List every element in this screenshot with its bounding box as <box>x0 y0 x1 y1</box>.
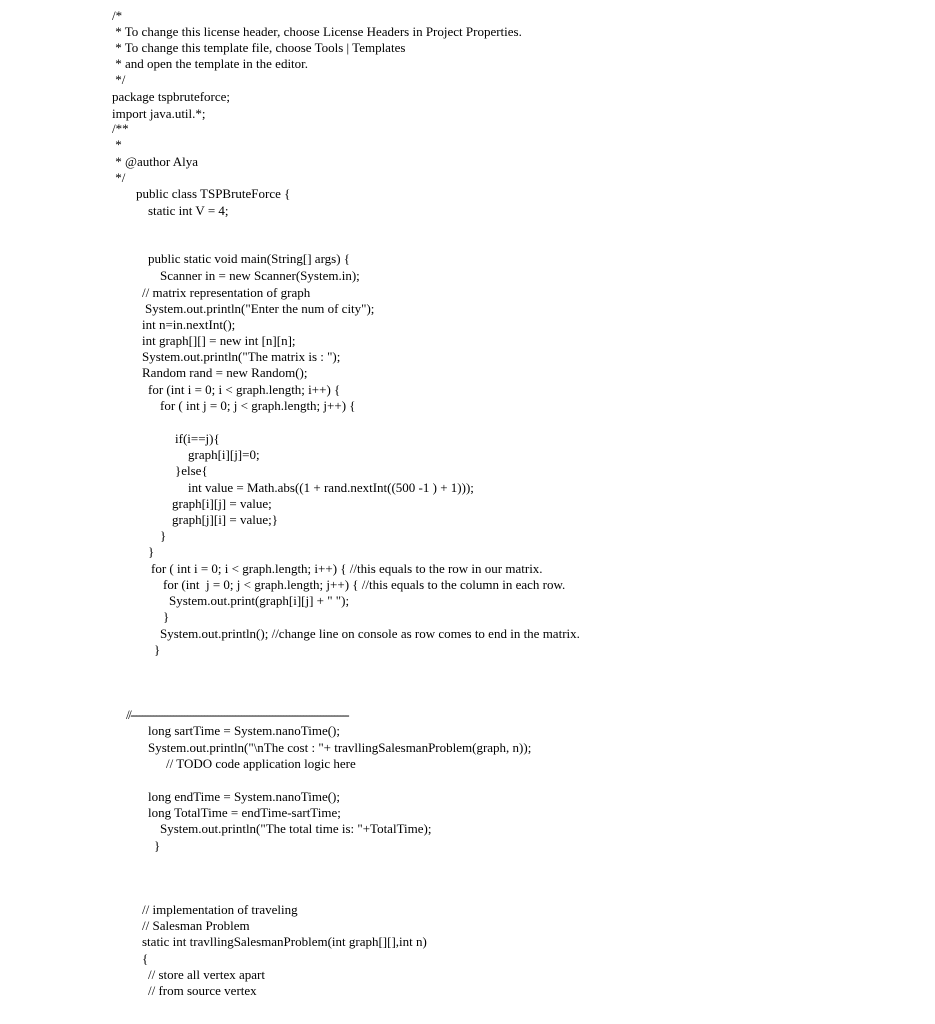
code-line: // store all vertex apart <box>148 967 265 982</box>
code-line: System.out.println("\nThe cost : "+ travllingSalesmanProblem(graph, n)); <box>148 740 532 755</box>
code-line: int graph[][] = new int [n][n]; <box>142 333 296 348</box>
code-line: */ <box>112 72 126 87</box>
code-line: /** <box>112 121 129 136</box>
code-line: } <box>154 838 161 853</box>
code-line: for (int j = 0; j < graph.length; j++) { //this equals to the column in each row. <box>163 577 566 592</box>
code-line: for ( int j = 0; j < graph.length; j++) { <box>160 398 356 413</box>
code-line: } <box>148 544 155 559</box>
code-line: System.out.println("Enter the num of city"); <box>145 301 375 316</box>
code-line: // implementation of traveling <box>142 902 298 917</box>
code-line: // TODO code application logic here <box>166 756 356 771</box>
code-line: // matrix representation of graph <box>142 285 311 300</box>
code-line: graph[i][j]=0; <box>188 447 260 462</box>
code-line: if(i==j){ <box>175 431 220 446</box>
code-line: System.out.println("The total time is: "+TotalTime); <box>160 821 432 836</box>
code-line-separator: //----------------------------------------------------------------------------- <box>126 707 349 722</box>
code-line: package tspbruteforce; <box>112 89 231 104</box>
code-line: import java.util.*; <box>112 106 206 121</box>
code-line: } <box>163 609 170 624</box>
code-line: for ( int i = 0; i < graph.length; i++) { //this equals to the row in our matrix. <box>151 561 543 576</box>
code-line: for (int i = 0; i < graph.length; i++) { <box>148 382 341 397</box>
code-line: /* <box>112 8 123 23</box>
code-line: System.out.println("The matrix is : "); <box>142 349 341 364</box>
code-line: * To change this template file, choose Tools | Templates <box>112 40 406 55</box>
code-line: Random rand = new Random(); <box>142 365 308 380</box>
code-line: } <box>160 528 167 543</box>
code-line: public static void main(String[] args) { <box>148 251 351 266</box>
code-line: int value = Math.abs((1 + rand.nextInt((500 -1 ) + 1))); <box>188 480 474 495</box>
code-line: Scanner in = new Scanner(System.in); <box>160 268 360 283</box>
code-line: long TotalTime = endTime-sartTime; <box>148 805 341 820</box>
code-line: System.out.println(); //change line on console as row comes to end in the matrix. <box>160 626 580 641</box>
code-line: // Salesman Problem <box>142 918 250 933</box>
code-line: System.out.print(graph[i][j] + " "); <box>169 593 350 608</box>
code-line: } <box>154 642 161 657</box>
code-line: long endTime = System.nanoTime(); <box>148 789 340 804</box>
code-line: * <box>112 137 122 152</box>
code-line: */ <box>112 170 126 185</box>
code-line: graph[i][j] = value; <box>172 496 272 511</box>
code-line: * and open the template in the editor. <box>112 56 309 71</box>
code-line: public class TSPBruteForce { <box>136 186 291 201</box>
code-line: // from source vertex <box>148 983 257 998</box>
code-line: graph[j][i] = value;} <box>172 512 278 527</box>
code-line: long sartTime = System.nanoTime(); <box>148 723 340 738</box>
code-line: static int V = 4; <box>148 203 229 218</box>
code-line: * @author Alya <box>112 154 198 169</box>
code-line: static int travllingSalesmanProblem(int graph[][],int n) <box>142 934 427 949</box>
code-line: int n=in.nextInt(); <box>142 317 236 332</box>
code-line: * To change this license header, choose License Headers in Project Properties. <box>112 24 522 39</box>
code-line: { <box>142 951 149 966</box>
code-line: }else{ <box>175 463 208 478</box>
